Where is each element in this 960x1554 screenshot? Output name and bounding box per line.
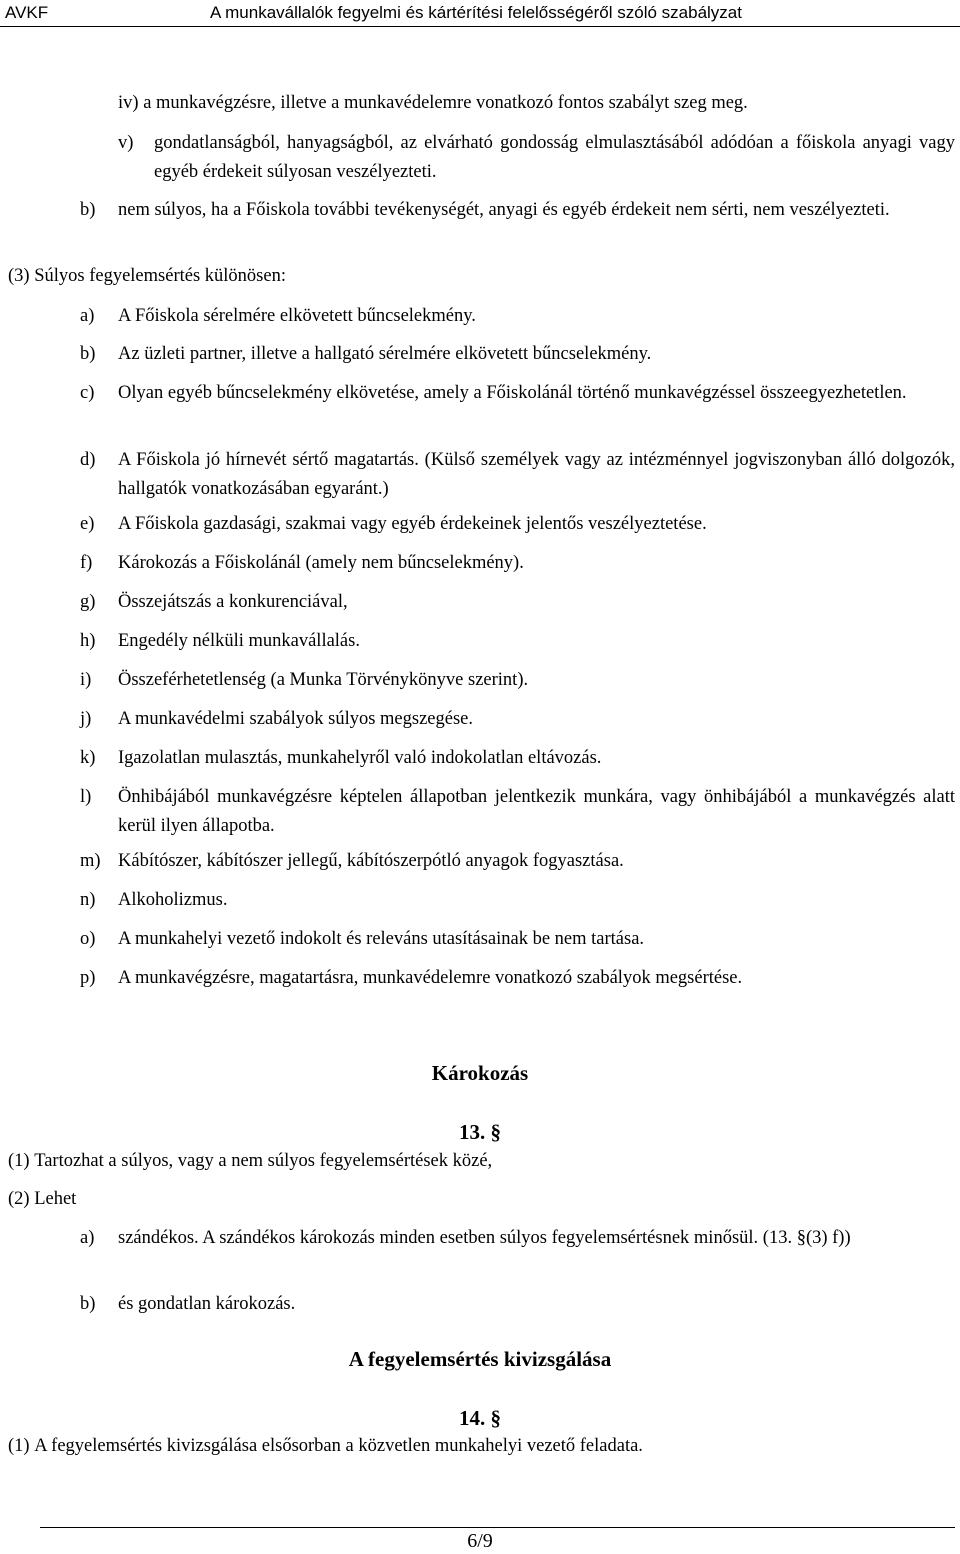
paragraph — [8, 1185, 955, 1214]
item-text: Engedély nélküli munkavállalás. — [118, 631, 360, 651]
item-text: A Főiskola sérelmére elkövetett bűncselekmény. — [118, 306, 476, 326]
list-item — [80, 783, 955, 841]
item-text: szándékos. A szándékos károkozás minden esetben súlyos fegyelemsértésnek minősül. (13. §(3) f)) — [118, 1228, 851, 1248]
item-text: A munkavédelmi szabályok súlyos megszegése. — [118, 709, 474, 729]
list-item — [80, 847, 955, 876]
item-label: i) — [80, 670, 92, 690]
list-item — [80, 588, 955, 617]
item-label: d) — [80, 450, 96, 470]
item-text: Az üzleti partner, illetve a hallgató sérelmére elkövetett bűncselekmény. — [118, 344, 652, 364]
para-text: Súlyos fegyelemsértés különösen: — [34, 266, 286, 286]
item-text: Károkozás a Főiskolánál (amely nem bűncselekmény). — [118, 553, 524, 573]
section-number: 14. § — [459, 1406, 501, 1430]
item-label: j) — [80, 709, 92, 729]
item-label: c) — [80, 383, 95, 403]
section-heading: A fegyelemsértés kivizsgálása — [348, 1347, 612, 1371]
item-label: h) — [80, 631, 96, 651]
item-text: Igazolatlan mulasztás, munkahelyről való indokolatlan eltávozás. — [118, 748, 602, 768]
item-text: Kábítószer, kábítószer jellegű, kábítószerpótló anyagok fogyasztása. — [118, 851, 624, 871]
list-item — [80, 549, 955, 578]
list-item — [80, 340, 955, 369]
footer-divider — [40, 1527, 955, 1528]
para-text: Lehet — [34, 1189, 77, 1209]
paragraph — [8, 262, 955, 291]
page-header — [0, 0, 960, 27]
list-item — [80, 302, 955, 331]
item-text: Összeférhetetlenség (a Munka Törvénykönyve szerint). — [118, 670, 529, 690]
item-text: A Főiskola jó hírnevét sértő magatartás. (Külső személyek vagy az intézménnyel jogviszonyban álló dolgozók, hallgatók vonatkozásában egyaránt.) — [118, 450, 955, 499]
item-label: a) — [80, 306, 95, 326]
header-title: A munkavállalók fegyelmi és kártérítési felelősségéről szóló szabályzat — [210, 3, 742, 22]
item-label: iv) — [118, 93, 139, 113]
item-text: A munkahelyi vezető indokolt és releváns utasításainak be nem tartása. — [118, 929, 645, 949]
item-text: a munkavégzésre, illetve a munkavédelemre vonatkozó fontos szabályt szeg meg. — [143, 93, 748, 113]
item-label: e) — [80, 514, 95, 534]
item-text: Alkoholizmus. — [118, 890, 228, 910]
item-text: gondatlanságból, hanyagságból, az elvárható gondosság elmulasztásából adódóan a főiskola anyagi vagy egyéb érdekeit súlyosan veszélyezteti. — [154, 133, 955, 182]
item-label: l) — [80, 787, 92, 807]
list-item — [80, 964, 955, 993]
list-item — [80, 925, 955, 954]
item-text: Összejátszás a konkurenciával, — [118, 592, 348, 612]
section-heading: Károkozás — [431, 1061, 529, 1085]
item-text: A Főiskola gazdasági, szakmai vagy egyéb érdekeinek jelentős veszélyeztetése. — [118, 514, 707, 534]
para-label: (2) — [8, 1189, 30, 1209]
list-item — [118, 129, 955, 187]
item-label: g) — [80, 592, 96, 612]
list-item — [80, 1290, 955, 1319]
item-label: p) — [80, 968, 96, 988]
list-item — [80, 744, 955, 773]
list-item — [80, 705, 955, 734]
item-label: k) — [80, 748, 96, 768]
para-label: (3) — [8, 266, 30, 286]
item-text: Önhibájából munkavégzésre képtelen állapotban jelentkezik munkára, vagy önhibájából a munkavégzés alatt kerül ilyen állapotba. — [118, 787, 955, 836]
item-label: a) — [80, 1228, 95, 1248]
para-label: (1) — [8, 1436, 30, 1456]
para-text: A fegyelemsértés kivizsgálása elsősorban a közvetlen munkahelyi vezető feladata. — [34, 1436, 643, 1456]
item-label: n) — [80, 890, 96, 910]
item-text: Olyan egyéb bűncselekmény elkövetése, amely a Főiskolánál történő munkavégzéssel összeegyezhetetlen. — [118, 383, 907, 403]
paragraph — [8, 1432, 955, 1461]
list-item — [80, 886, 955, 915]
item-label: b) — [80, 200, 96, 220]
item-label: b) — [80, 344, 96, 364]
item-label: m) — [80, 851, 101, 871]
list-item — [80, 510, 955, 539]
list-item — [80, 666, 955, 695]
item-label: v) — [118, 133, 134, 153]
para-text: Tartozhat a súlyos, vagy a nem súlyos fegyelemsértések közé, — [34, 1151, 493, 1171]
item-label: b) — [80, 1294, 96, 1314]
item-text: és gondatlan károkozás. — [118, 1294, 296, 1314]
list-item — [118, 89, 955, 118]
header-org: AVKF — [5, 3, 49, 22]
list-item-wrap — [80, 196, 955, 225]
list-item — [80, 627, 955, 656]
list-item — [80, 446, 955, 504]
item-text: A munkavégzésre, magatartásra, munkavédelemre vonatkozó szabályok megsértése. — [118, 968, 743, 988]
section-number: 13. § — [459, 1120, 501, 1144]
item-label: o) — [80, 929, 96, 949]
paragraph — [8, 1147, 955, 1176]
item-text: nem súlyos, ha a Főiskola további tevékenységét, anyagi és egyéb érdekeit nem sérti, nem veszélyezteti. — [118, 200, 890, 220]
para-label: (1) — [8, 1151, 30, 1171]
page-number: 6/9 — [467, 1530, 493, 1552]
list-item — [80, 1224, 955, 1253]
item-label: f) — [80, 553, 93, 573]
